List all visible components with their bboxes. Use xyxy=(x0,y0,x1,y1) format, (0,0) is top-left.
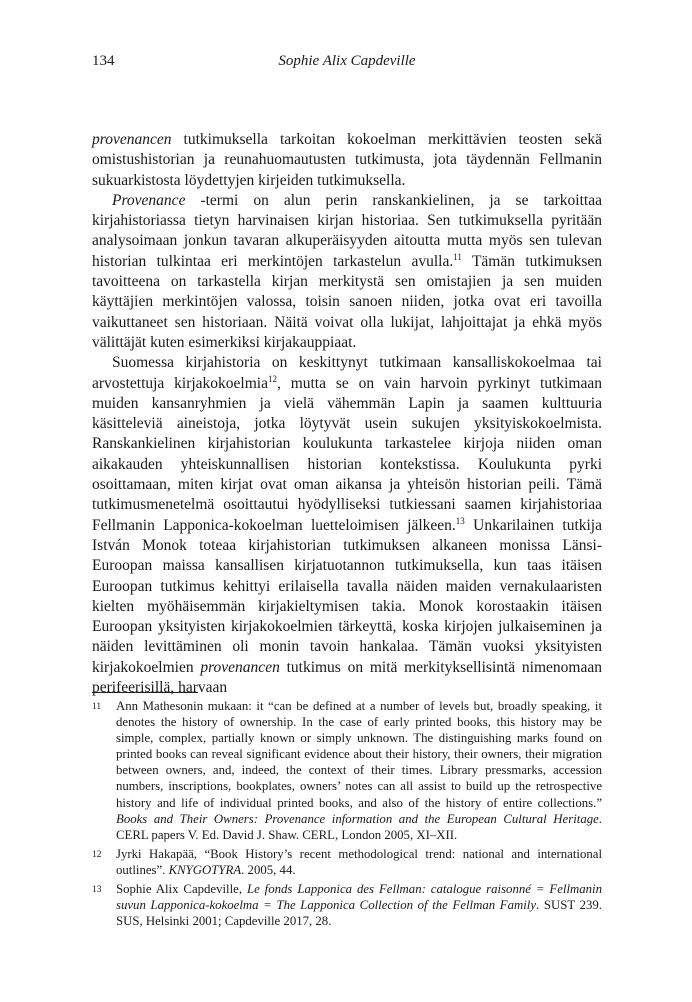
paragraph-text: tutkimus on mitä merkityksellisintä nimenomaan perifeerisillä, harvaan xyxy=(92,658,602,697)
footnote-text: . CERL papers V. Ed. David J. Shaw. CERL, London 2005, XI–XII. xyxy=(116,811,602,842)
italic-term: provenancen xyxy=(200,658,280,676)
footnote-title: Books and Their Owners: Provenance information and the European Cultural Heritage xyxy=(116,811,599,826)
footnote-ref-13[interactable]: 13 xyxy=(455,515,465,526)
page-number: 134 xyxy=(92,53,115,69)
footnote-number: 11 xyxy=(92,702,102,712)
paragraph-text: Suomessa kirjahistoria on keskittynyt tutkimaan kansalliskokoelmaa tai arvostettuja kirjakokoelmia xyxy=(92,354,602,392)
footnote-number: 13 xyxy=(92,885,102,896)
footnote-11 xyxy=(92,698,602,843)
footnote-text: Ann Mathesonin mukaan: it “can be defined at a number of levels but, broadly speaking, it denotes the history of ownership. In the case of early printed books, this history may be simple, complex, partially known or simply unknown. The distinguishing marks found on printed books can reveal significant evidence about their history, their owners, their migration between owners, and, indeed, the context of their times. Library pressmarks, accession numbers, inscriptions, bookplates, owners’ notes can all assist to build up the retrospective history and life of individual printed books, and also of the history of entire collections.” xyxy=(116,699,602,810)
footnote-text: . SUST 239. SUS, Helsinki 2001; Capdeville 2017, 28. xyxy=(116,898,602,929)
footnote-12 xyxy=(92,846,602,878)
footnote-title: Le fonds Lapponica des Fellman: catalogue raisonné = Fellmanin suvun Lapponica-kokoelma = The Lapponica Collection of the Fellman Family xyxy=(116,882,602,913)
paragraph-text: Unkarilainen tutkija István Monok toteaa kirjahistorian tutkimuksen alkaneen monissa Länsi-Euroopan maissa kansallisen kirjatuotannon tutkimuksella, kun taas itäisen Euroopan tutkimus kehittyi erilaisella tavalla näiden maiden vernakulaaristen kielten myöhäisemmän kirjakieltymisen takia. Monok korostaakin itäisen Euroopan yksityisten kirjakokoelmien tärkeyttä, koska kirjojen julkaiseminen ja näiden levittäminen oli monin tavoin hankalaa. Tämän vuoksi yksityisten kirjakokoelmien xyxy=(92,516,602,676)
footnote-13 xyxy=(92,881,602,929)
italic-term: provenancen xyxy=(92,131,172,148)
italic-term: Provenance xyxy=(112,191,186,209)
paragraph-3 xyxy=(92,353,602,698)
paragraph-2 xyxy=(92,191,602,353)
footnote-ref-11[interactable]: 11 xyxy=(453,251,462,262)
paragraph-text: -termi on alun perin ranskankielinen, ja se tarkoittaa kirjahistoriassa tietyn harvinaisen kirjan historiaa. Sen tutkimuksella pyritään analysoimaan jonkun tavaran alkuperäisyyden aitoutta mutta myös sen tulevan historian tulkintaa eri merkintöjen tarkastelun avulla. xyxy=(92,191,602,270)
footnote-text: Sophie Alix Capdeville, xyxy=(116,882,247,897)
paragraph-text: Tämän tutkimuksen tavoitteena on tarkastella kirjan merkitystä sen omistajien ja sen muiden käyttäjien merkintöjen valossa, toisin sanoen niiden, jotka ovat eri tavoilla vaikuttaneet sen historiaan. Näitä voivat olla lukijat, lahjoittajat ja ehkä myös välittäjät kuten esimerkiksi kirjakauppiaat. xyxy=(92,252,602,351)
footnotes xyxy=(92,698,602,932)
page-header xyxy=(92,53,602,73)
footnote-title: KNYGOTYRA xyxy=(168,862,242,877)
footnote-text: . 2005, 44. xyxy=(241,862,296,877)
body-text xyxy=(92,130,602,698)
footnote-divider xyxy=(92,692,198,693)
paragraph-text: , mutta se on vain harvoin pyrkinyt tutkimaan muiden kansanryhmien ja vielä vähemmän Lapin ja saamen kulttuuria käsitteleviä aineistoja, jotka löytyvät usein sukujen yksityiskokoelmista. Ranskankielinen kirjahistorian koulukunta tarkastelee kirjoja niiden oman aikakauden yhteiskunnallisen historian kontekstissa. Koulukunta pyrki osoittamaan, miten kirjat ovat oman aikansa ja yhteisön historian peili. Tämä tutkimusmenetelmä osoittautui hyödylliseksi tutkiessani saamen kirjahistoriaa Fellmanin Lapponica-kokoelman luetteloimisen jälkeen. xyxy=(92,374,602,534)
footnote-text: Jyrki Hakapää, “Book History’s recent methodological trend: national and international outlines”. xyxy=(116,846,602,877)
running-head: Sophie Alix Capdeville xyxy=(278,53,416,69)
footnote-number: 12 xyxy=(92,849,102,860)
paragraph-1 xyxy=(92,130,602,191)
footnote-ref-12[interactable]: 12 xyxy=(267,373,277,384)
paragraph-text: tutkimuksella tarkoitan kokoelman merkittävien teosten sekä omistushistorian ja reunahuomautusten tutkimusta, jota täydennän Fellmanin sukuarkistosta löydettyjen kirjeiden tutkimuksella. xyxy=(92,131,602,189)
